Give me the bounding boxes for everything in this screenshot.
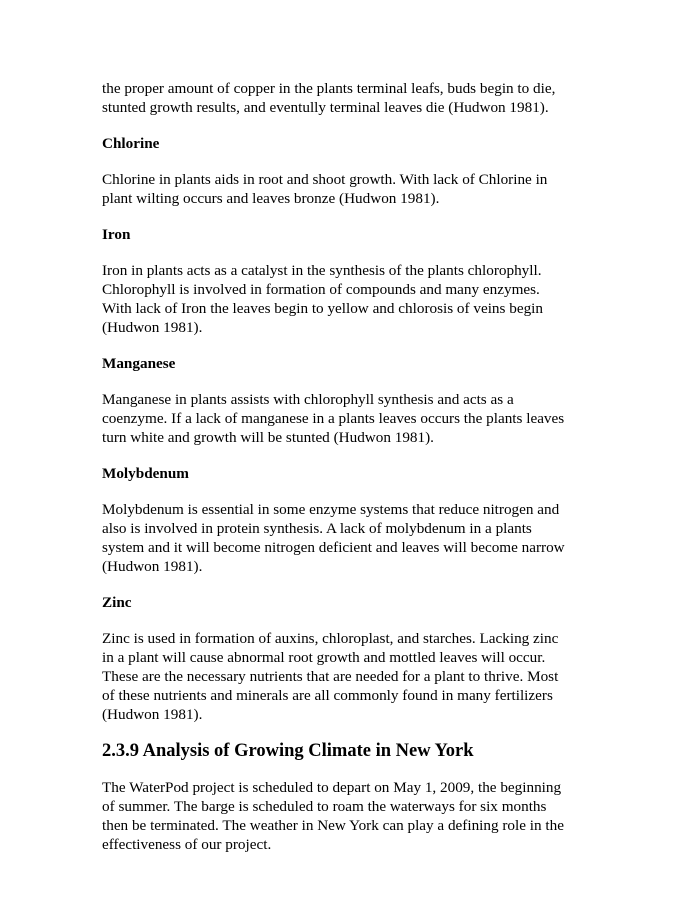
paragraph-line: of summer. The barge is scheduled to roam the waterways for six months <box>102 798 547 815</box>
manganese-heading: Manganese <box>102 355 176 372</box>
paragraph-line: The WaterPod project is scheduled to depart on May 1, 2009, the beginning <box>102 779 562 796</box>
paragraph-line: effectiveness of our project. <box>102 836 272 853</box>
zinc-heading: Zinc <box>102 594 132 611</box>
paragraph-line: then be terminated. The weather in New York can play a defining role in the <box>102 817 564 834</box>
manganese-paragraph <box>102 390 596 447</box>
paragraph-line: in a plant will cause abnormal root growth and mottled leaves will occur. <box>102 649 546 666</box>
paragraph-line: the proper amount of copper in the plants terminal leafs, buds begin to die, <box>102 80 556 97</box>
paragraph-line: coenzyme. If a lack of manganese in a plants leaves occurs the plants leaves <box>102 410 565 427</box>
paragraph-line: Iron in plants acts as a catalyst in the synthesis of the plants chlorophyll. <box>102 262 542 279</box>
iron-paragraph <box>102 261 596 337</box>
molybdenum-heading: Molybdenum <box>102 465 189 482</box>
paragraph-line: Zinc is used in formation of auxins, chloroplast, and starches. Lacking zinc <box>102 630 559 647</box>
iron-heading: Iron <box>102 226 131 243</box>
paragraph-line: (Hudwon 1981). <box>102 706 203 723</box>
paragraph-line: turn white and growth will be stunted (Hudwon 1981). <box>102 429 434 446</box>
paragraph-line: Molybdenum is essential in some enzyme systems that reduce nitrogen and <box>102 501 560 518</box>
paragraph-line: Chlorophyll is involved in formation of compounds and many enzymes. <box>102 281 540 298</box>
intro-paragraph <box>102 79 596 117</box>
paragraph-line: Chlorine in plants aids in root and shoot growth. With lack of Chlorine in <box>102 171 548 188</box>
chlorine-paragraph <box>102 170 596 208</box>
paragraph-line: Manganese in plants assists with chlorophyll synthesis and acts as a <box>102 391 514 408</box>
paragraph-line: stunted growth results, and eventully terminal leaves die (Hudwon 1981). <box>102 99 549 116</box>
molybdenum-paragraph <box>102 500 596 576</box>
paragraph-line: system and it will become nitrogen deficient and leaves will become narrow <box>102 539 565 556</box>
climate-paragraph <box>102 778 596 854</box>
paragraph-line: also is involved in protein synthesis. A lack of molybdenum in a plants <box>102 520 532 537</box>
zinc-paragraph <box>102 629 596 724</box>
paragraph-line: (Hudwon 1981). <box>102 319 203 336</box>
paragraph-line: With lack of Iron the leaves begin to yellow and chlorosis of veins begin <box>102 300 543 317</box>
chlorine-heading: Chlorine <box>102 135 160 152</box>
paragraph-line: (Hudwon 1981). <box>102 558 203 575</box>
paragraph-line: of these nutrients and minerals are all commonly found in many fertilizers <box>102 687 553 704</box>
page-content <box>102 79 596 854</box>
climate-section-heading: 2.3.9 Analysis of Growing Climate in New York <box>102 741 474 761</box>
paragraph-line: plant wilting occurs and leaves bronze (Hudwon 1981). <box>102 190 440 207</box>
paragraph-line: These are the necessary nutrients that are needed for a plant to thrive. Most <box>102 668 559 685</box>
